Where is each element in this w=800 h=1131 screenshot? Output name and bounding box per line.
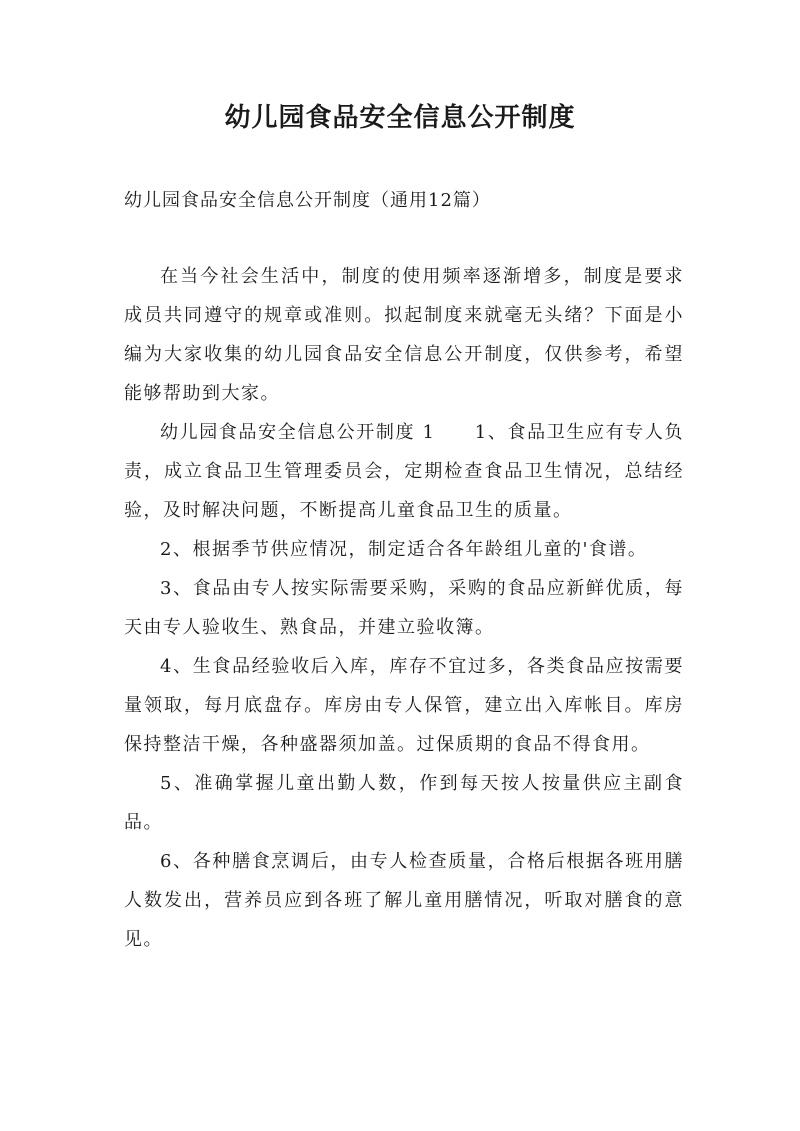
paragraph-rule-6: 6、各种膳食烹调后，由专人检查质量，合格后根据各班用膳人数发出，营养员应到各班了解儿童用膳情况，听取对膳食的意见。 [124,851,684,950]
paragraph-rule-1: 幼儿园食品安全信息公开制度 1 1、食品卫生应有专人负责，成立食品卫生管理委员会，定期检查食品卫生情况，总结经验，及时解决问题，不断提高儿童食品卫生的质量。 [124,422,684,521]
paragraph-intro: 在当今社会生活中，制度的使用频率逐渐增多，制度是要求成员共同遵守的规章或准则。拟起制度来就毫无头绪？下面是小编为大家收集的幼儿园食品安全信息公开制度，仅供参考，希望能够帮助到大家。 [124,266,684,404]
document-title: 幼儿园食品安全信息公开制度 [224,103,576,133]
paragraph-rule-4: 4、生食品经验收后入库，库存不宜过多，各类食品应按需要量领取，每月底盘存。库房由专人保管，建立出入库帐目。库房保持整洁干燥，各种盛器须加盖。过保质期的食品不得食用。 [124,656,684,755]
paragraph-rule-2: 2、根据季节供应情况，制定适合各年龄组儿童的'食谱。 [160,539,648,560]
document-body [124,257,684,959]
document-subtitle: 幼儿园食品安全信息公开制度（通用12篇） [124,190,491,211]
paragraph-rule-3: 3、食品由专人按实际需要采购，采购的食品应新鲜优质，每天由专人验收生、熟食品，并建立验收簿。 [124,578,684,638]
paragraph-rule-5: 5、准确掌握儿童出勤人数，作到每天按人按量供应主副食品。 [124,773,684,833]
